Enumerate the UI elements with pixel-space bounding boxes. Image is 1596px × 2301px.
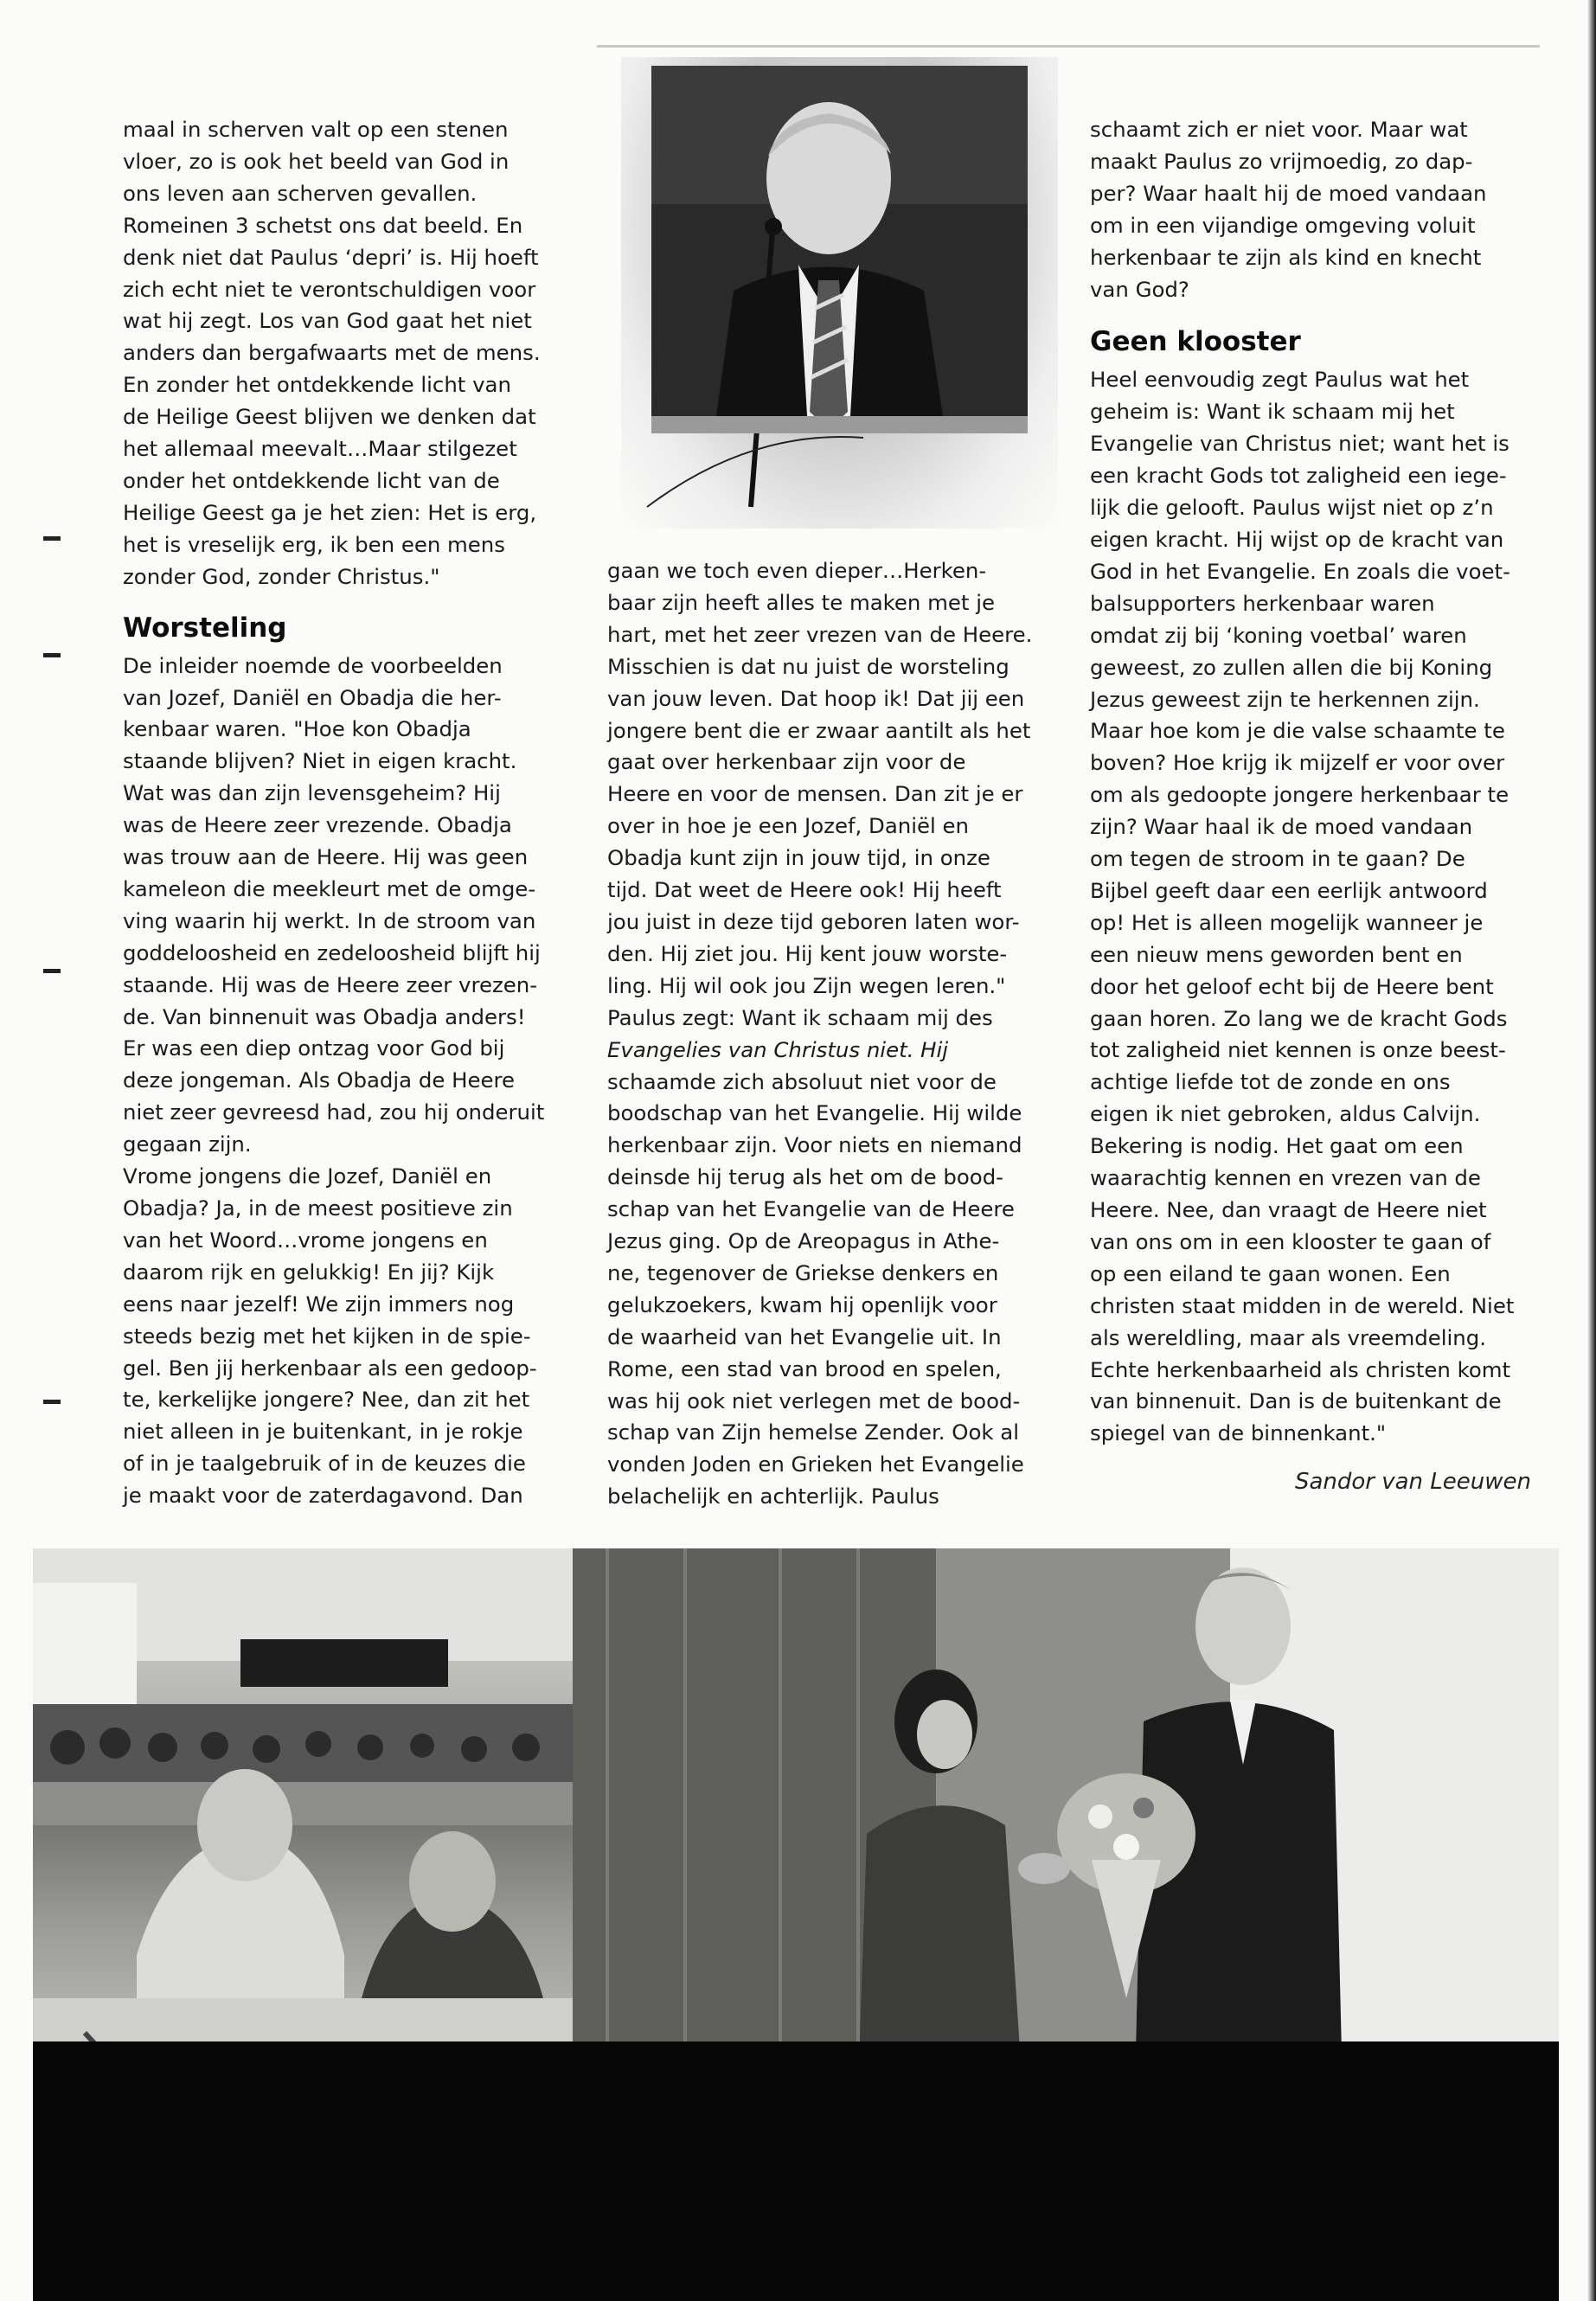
- text-line: schaamde zich absoluut niet voor de: [607, 1068, 997, 1094]
- top-rule: [597, 45, 1540, 48]
- text-line: eens naar jezelf! We zijn immers nog: [123, 1291, 515, 1317]
- text-line: van jouw leven. Dat hoop ik! Dat jij een: [607, 685, 1025, 711]
- text-line: christen staat midden in de wereld. Niet: [1090, 1292, 1515, 1318]
- text-line: Maar hoe kom je die valse schaamte te: [1090, 718, 1505, 744]
- text-line: ne, tegenover de Griekse denkers en: [607, 1259, 999, 1285]
- text-line: balsupporters herkenbaar waren: [1090, 590, 1435, 616]
- speaker-illustration: [621, 57, 1058, 529]
- text-line: staande blijven? Niet in eigen kracht.: [123, 748, 517, 774]
- text-line: tijd. Dat weet de Heere ook! Hij heeft: [607, 877, 1002, 903]
- text-line: En zonder het ontdekkende licht van: [123, 372, 511, 398]
- text-line: zich echt niet te verontschuldigen voor: [123, 276, 536, 302]
- text-line: ving waarin hij werkt. In de stroom van: [123, 907, 536, 933]
- text-line: Er was een diep ontzag voor God bij: [123, 1035, 505, 1061]
- text-line: vonden Joden en Grieken het Evangelie: [607, 1452, 1024, 1477]
- text-line: spiegel van de binnenkant.": [1090, 1420, 1387, 1446]
- text-line: Echte herkenbaarheid als christen komt: [1090, 1356, 1511, 1382]
- text-line: deinsde hij terug als het om de bood-: [607, 1164, 1003, 1190]
- text-line: De inleider noemde de voorbeelden: [123, 652, 503, 678]
- classroom-photo: [33, 1548, 573, 2089]
- text-line: van het Woord…vrome jongens en: [123, 1227, 488, 1253]
- text-line: herkenbaar zijn. Voor niets en niemand: [607, 1132, 1022, 1158]
- text-line: Heere. Nee, dan vraagt de Heere niet: [1090, 1197, 1487, 1222]
- text-line: was de Heere zeer vrezende. Obadja: [123, 812, 512, 838]
- text-line: eigen ik niet gebroken, aldus Calvijn.: [1090, 1101, 1481, 1127]
- text-line: Rome, een stad van brood en spelen,: [607, 1356, 1002, 1381]
- text-line: achtige liefde tot de zonde en ons: [1090, 1069, 1451, 1095]
- text-line: Evangelie van Christus niet; want het is: [1090, 431, 1509, 457]
- text-line: jongere bent die er zwaar aantilt als het: [607, 717, 1031, 743]
- text-line: jou juist in deze tijd geboren laten wor-: [607, 908, 1020, 934]
- text-line: een kracht Gods tot zaligheid een iege-: [1090, 463, 1507, 489]
- author-signature: Sandor van Leeuwen: [1294, 1469, 1531, 1495]
- column-3: [1090, 114, 1531, 1450]
- classroom-illustration: [33, 1548, 573, 2089]
- text-line: maakt Paulus zo vrijmoedig, zo dap-: [1090, 148, 1473, 174]
- text-line: als wereldling, maar als vreemdeling.: [1090, 1324, 1486, 1350]
- text-line: onder het ontdekkende licht van de: [123, 467, 500, 493]
- text-line: daarom rijk en gelukkig! En jij? Kijk: [123, 1259, 495, 1285]
- text-line: van ons om in een klooster te gaan of: [1090, 1228, 1491, 1254]
- heading-geen-klooster: Geen klooster: [1090, 326, 1301, 358]
- text-line: gelukzoekers, kwam hij openlijk voor: [607, 1292, 997, 1317]
- text-line: geheim is: Want ik schaam mij het: [1090, 399, 1455, 425]
- text-line: herkenbaar te zijn als kind en knecht: [1090, 244, 1482, 270]
- text-line: Wat was dan zijn levensgeheim? Hij: [123, 780, 501, 806]
- text-line: van Jozef, Daniël en Obadja die her-: [123, 684, 502, 710]
- text-line: het is vreselijk erg, ik ben een mens: [123, 531, 505, 557]
- text-line: wat hij zegt. Los van God gaat het niet: [123, 308, 532, 334]
- text-line: Evangelies van Christus niet. Hij: [607, 1036, 949, 1062]
- text-line: kameleon die meekleurt met de omge-: [123, 875, 536, 901]
- text-line: te, kerkelijke jongere? Nee, dan zit het: [123, 1387, 530, 1413]
- text-line: baar zijn heeft alles te maken met je: [607, 589, 995, 615]
- text-line: belachelijk en achterlijk. Paulus: [607, 1484, 939, 1509]
- text-line: Bijbel geeft daar een eerlijk antwoord: [1090, 877, 1488, 903]
- text-line: was trouw aan de Heere. Hij was geen: [123, 844, 529, 870]
- text-line: gel. Ben jij herkenbaar als een gedoop-: [123, 1355, 537, 1381]
- text-line: de Heilige Geest blijven we denken dat: [123, 404, 536, 430]
- text-line: het allemaal meevalt…Maar stilgezet: [123, 436, 517, 462]
- text-line: gaan we toch even dieper…Herken-: [607, 558, 987, 583]
- text-line: Obadja kunt zijn in jouw tijd, in onze: [607, 845, 990, 871]
- heading-worsteling: Worsteling: [123, 612, 287, 644]
- margin-mark: [43, 536, 61, 541]
- text-line: deze jongeman. Als Obadja de Heere: [123, 1067, 515, 1093]
- text-line: of in je taalgebruik of in de keuzes die: [123, 1451, 526, 1477]
- text-line: door het geloof echt bij de Heere bent: [1090, 973, 1494, 999]
- text-line: schaamt zich er niet voor. Maar wat: [1090, 117, 1468, 142]
- text-line: Heere en voor de mensen. Dan zit je er: [607, 781, 1023, 807]
- page-edge: [1587, 0, 1596, 2301]
- text-line: Heilige Geest ga je het zien: Het is erg,: [123, 499, 537, 525]
- text-line: Bekering is nodig. Het gaat om een: [1090, 1133, 1464, 1159]
- text-line: goddeloosheid en zedeloosheid blijft hij: [123, 939, 541, 965]
- text-line: schap van Zijn hemelse Zender. Ook al: [607, 1420, 1019, 1445]
- text-line: Misschien is dat nu juist de worsteling: [607, 653, 1010, 679]
- margin-mark: [43, 969, 61, 973]
- text-line: vloer, zo is ook het beeld van God in: [123, 148, 510, 174]
- text-line: de. Van binnenuit was Obadja anders!: [123, 1003, 526, 1029]
- text-line: ling. Hij wil ook jou Zijn wegen leren.": [607, 972, 1006, 998]
- text-line: niet zeer gevreesd had, zou hij onderuit: [123, 1099, 545, 1125]
- text-line: om als gedoopte jongere herkenbaar te: [1090, 782, 1509, 808]
- text-line: omdat zij bij ‘koning voetbal’ waren: [1090, 622, 1467, 648]
- text-line: anders dan bergafwaarts met de mens.: [123, 340, 541, 366]
- text-line: Jezus geweest zijn te herkennen zijn.: [1090, 686, 1480, 712]
- text-line: Paulus zegt: Want ik schaam mij des: [607, 1004, 993, 1030]
- text-line: tot zaligheid niet kennen is onze beest-: [1090, 1037, 1506, 1063]
- text-line: maal in scherven valt op een stenen: [123, 117, 509, 142]
- text-line: steeds bezig met het kijken in de spie-: [123, 1323, 531, 1349]
- text-line: staande. Hij was de Heere zeer vrezen-: [123, 971, 538, 997]
- text-line: niet alleen in je buitenkant, in je rokje: [123, 1419, 523, 1445]
- text-line: Romeinen 3 schetst ons dat beeld. En: [123, 212, 523, 238]
- text-line: om tegen de stroom in te gaan? De: [1090, 846, 1465, 872]
- text-line: ons leven aan scherven gevallen.: [123, 180, 478, 206]
- column-2: [607, 555, 1057, 1513]
- text-line: Vrome jongens die Jozef, Daniël en: [123, 1163, 492, 1189]
- text-line: zijn? Waar haal ik de moed vandaan: [1090, 814, 1473, 840]
- text-line: van binnenuit. Dan is de buitenkant de: [1090, 1388, 1502, 1414]
- text-line: van God?: [1090, 276, 1189, 302]
- margin-mark: [43, 653, 61, 657]
- text-line: over in hoe je een Jozef, Daniël en: [607, 813, 970, 839]
- handshake-illustration: [573, 1548, 1559, 2089]
- bottom-black-band: [33, 2041, 1559, 2301]
- text-line: Heel eenvoudig zegt Paulus wat het: [1090, 367, 1470, 393]
- text-line: Obadja? Ja, in de meest positieve zin: [123, 1195, 513, 1221]
- text-line: schap van het Evangelie van de Heere: [607, 1196, 1015, 1222]
- text-line: je maakt voor de zaterdagavond. Dan: [123, 1483, 523, 1509]
- text-line: gaan horen. Zo lang we de kracht Gods: [1090, 1005, 1508, 1031]
- text-line: kenbaar waren. "Hoe kon Obadja: [123, 716, 471, 742]
- text-line: zonder God, zonder Christus.": [123, 563, 440, 589]
- text-line: gegaan zijn.: [123, 1131, 252, 1157]
- text-line: om in een vijandige omgeving voluit: [1090, 212, 1476, 238]
- speaker-photo: [621, 57, 1058, 529]
- text-line: lijk die gelooft. Paulus wijst niet op z’n: [1090, 495, 1494, 521]
- text-line: hart, met het zeer vrezen van de Heere.: [607, 621, 1033, 647]
- text-line: geweest, zo zullen allen die bij Koning: [1090, 654, 1493, 680]
- text-line: de waarheid van het Evangelie uit. In: [607, 1324, 1002, 1349]
- text-line: gaat over herkenbaar zijn voor de: [607, 749, 966, 775]
- text-line: denk niet dat Paulus ‘depri’ is. Hij hoeft: [123, 244, 539, 270]
- column-1: [123, 114, 555, 1512]
- text-line: eigen kracht. Hij wijst op de kracht van: [1090, 526, 1504, 552]
- text-line: op! Het is alleen mogelijk wanneer je: [1090, 909, 1484, 935]
- text-line: Jezus ging. Op de Areopagus in Athe-: [607, 1228, 1000, 1254]
- text-line: boodschap van het Evangelie. Hij wilde: [607, 1100, 1022, 1126]
- flowers-handshake-photo: [573, 1548, 1559, 2089]
- margin-mark: [43, 1400, 61, 1404]
- text-line: op een eiland te gaan wonen. Een: [1090, 1260, 1451, 1286]
- text-line: den. Hij ziet jou. Hij kent jouw worste-: [607, 940, 1008, 966]
- text-line: waarachtig kennen en vrezen van de: [1090, 1165, 1481, 1191]
- text-line: was hij ook niet verlegen met de bood-: [607, 1388, 1021, 1413]
- text-line: God in het Evangelie. En zoals die voet-: [1090, 558, 1510, 584]
- text-line: per? Waar haalt hij de moed vandaan: [1090, 180, 1487, 206]
- text-line: een nieuw mens geworden bent en: [1090, 941, 1463, 967]
- text-line: boven? Hoe krijg ik mijzelf er voor over: [1090, 750, 1505, 776]
